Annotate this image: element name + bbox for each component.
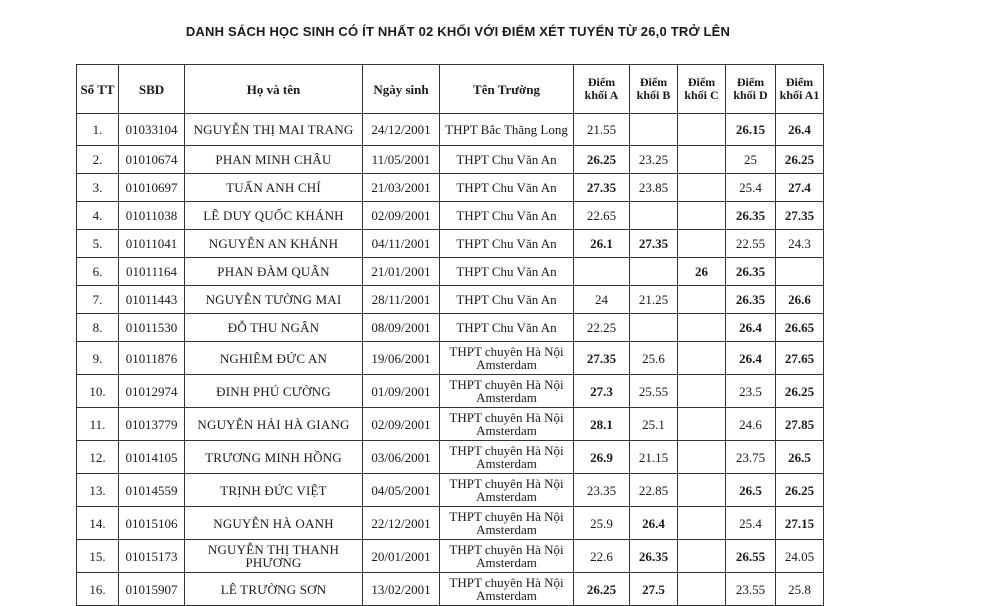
cell-b: 21.25 xyxy=(630,286,678,314)
cell-b: 23.85 xyxy=(630,174,678,202)
cell-name: NGUYỄN HÀ OANH xyxy=(185,507,363,540)
cell-b: 25.6 xyxy=(630,342,678,375)
cell-school: THPT chuyên Hà Nội Amsterdam xyxy=(440,441,574,474)
cell-school: THPT chuyên Hà Nội Amsterdam xyxy=(440,342,574,375)
cell-school: THPT Chu Văn An xyxy=(440,314,574,342)
cell-a1: 26.65 xyxy=(776,314,824,342)
cell-d: 23.55 xyxy=(726,573,776,606)
cell-d: 26.55 xyxy=(726,540,776,573)
cell-sbd: 01010674 xyxy=(119,146,185,174)
cell-dob: 13/02/2001 xyxy=(363,573,440,606)
cell-a: 27.3 xyxy=(574,375,630,408)
cell-a1: 27.35 xyxy=(776,202,824,230)
cell-a1: 26.25 xyxy=(776,146,824,174)
cell-sbd: 01011530 xyxy=(119,314,185,342)
cell-a1: 24.3 xyxy=(776,230,824,258)
cell-c xyxy=(678,146,726,174)
cell-school: THPT Chu Văn An xyxy=(440,258,574,286)
cell-sbd: 01015106 xyxy=(119,507,185,540)
cell-c xyxy=(678,174,726,202)
cell-a1 xyxy=(776,258,824,286)
cell-name: TRƯƠNG MINH HỒNG xyxy=(185,441,363,474)
cell-sbd: 01010697 xyxy=(119,174,185,202)
table-row xyxy=(77,258,824,286)
cell-name: PHAN MINH CHÂU xyxy=(185,146,363,174)
cell-sbd: 01015907 xyxy=(119,573,185,606)
table-row xyxy=(77,375,824,408)
cell-stt: 11. xyxy=(77,408,119,441)
cell-b: 22.85 xyxy=(630,474,678,507)
cell-sbd: 01011164 xyxy=(119,258,185,286)
cell-sbd: 01014559 xyxy=(119,474,185,507)
cell-a: 26.9 xyxy=(574,441,630,474)
cell-dob: 20/01/2001 xyxy=(363,540,440,573)
cell-a: 28.1 xyxy=(574,408,630,441)
cell-d: 26.4 xyxy=(726,314,776,342)
cell-stt: 4. xyxy=(77,202,119,230)
header-score-b: Điểm khối B xyxy=(630,65,678,114)
cell-b: 23.25 xyxy=(630,146,678,174)
cell-a: 27.35 xyxy=(574,174,630,202)
cell-c xyxy=(678,540,726,573)
cell-dob: 02/09/2001 xyxy=(363,202,440,230)
cell-a: 26.1 xyxy=(574,230,630,258)
header-sbd: SBD xyxy=(119,65,185,114)
cell-c xyxy=(678,408,726,441)
cell-d: 26.35 xyxy=(726,286,776,314)
cell-a: 21.55 xyxy=(574,114,630,146)
student-table xyxy=(76,64,824,606)
cell-a: 26.25 xyxy=(574,146,630,174)
cell-name: NGHIÊM ĐỨC AN xyxy=(185,342,363,375)
table-row xyxy=(77,507,824,540)
cell-sbd: 01013779 xyxy=(119,408,185,441)
cell-b xyxy=(630,258,678,286)
cell-a1: 26.4 xyxy=(776,114,824,146)
table-row xyxy=(77,230,824,258)
cell-sbd: 01011876 xyxy=(119,342,185,375)
cell-name: LÊ DUY QUỐC KHÁNH xyxy=(185,202,363,230)
cell-school: THPT Chu Văn An xyxy=(440,146,574,174)
table-row xyxy=(77,314,824,342)
cell-a: 22.65 xyxy=(574,202,630,230)
header-stt: Số TT xyxy=(77,65,119,114)
cell-c xyxy=(678,573,726,606)
cell-d: 26.15 xyxy=(726,114,776,146)
table-row xyxy=(77,408,824,441)
cell-stt: 8. xyxy=(77,314,119,342)
cell-c xyxy=(678,375,726,408)
cell-school: THPT Bắc Thăng Long xyxy=(440,114,574,146)
cell-dob: 22/12/2001 xyxy=(363,507,440,540)
cell-c xyxy=(678,474,726,507)
cell-dob: 21/03/2001 xyxy=(363,174,440,202)
cell-b: 26.35 xyxy=(630,540,678,573)
cell-dob: 28/11/2001 xyxy=(363,286,440,314)
table-row xyxy=(77,174,824,202)
cell-stt: 16. xyxy=(77,573,119,606)
cell-stt: 15. xyxy=(77,540,119,573)
table-row xyxy=(77,540,824,573)
table-row xyxy=(77,474,824,507)
cell-c xyxy=(678,507,726,540)
cell-name: ĐINH PHÚ CƯỜNG xyxy=(185,375,363,408)
cell-c xyxy=(678,286,726,314)
cell-b: 25.1 xyxy=(630,408,678,441)
cell-sbd: 01011038 xyxy=(119,202,185,230)
cell-name: PHAN ĐÀM QUÂN xyxy=(185,258,363,286)
cell-a1: 27.65 xyxy=(776,342,824,375)
cell-a: 25.9 xyxy=(574,507,630,540)
cell-d: 26.35 xyxy=(726,258,776,286)
cell-a xyxy=(574,258,630,286)
header-row xyxy=(77,65,824,114)
cell-b xyxy=(630,114,678,146)
cell-name: ĐỖ THU NGÂN xyxy=(185,314,363,342)
cell-dob: 02/09/2001 xyxy=(363,408,440,441)
cell-d: 25.4 xyxy=(726,174,776,202)
cell-school: THPT Chu Văn An xyxy=(440,174,574,202)
cell-stt: 3. xyxy=(77,174,119,202)
cell-d: 23.75 xyxy=(726,441,776,474)
cell-d: 26.35 xyxy=(726,202,776,230)
cell-dob: 04/11/2001 xyxy=(363,230,440,258)
cell-school: THPT chuyên Hà Nội Amsterdam xyxy=(440,408,574,441)
cell-stt: 13. xyxy=(77,474,119,507)
cell-a1: 27.85 xyxy=(776,408,824,441)
cell-b: 27.35 xyxy=(630,230,678,258)
table-row xyxy=(77,114,824,146)
header-score-a: Điểm khối A xyxy=(574,65,630,114)
cell-school: THPT Chu Văn An xyxy=(440,230,574,258)
cell-b: 27.5 xyxy=(630,573,678,606)
header-score-c: Điểm khối C xyxy=(678,65,726,114)
cell-c: 26 xyxy=(678,258,726,286)
cell-school: THPT Chu Văn An xyxy=(440,202,574,230)
cell-d: 25 xyxy=(726,146,776,174)
cell-d: 23.5 xyxy=(726,375,776,408)
cell-a1: 27.15 xyxy=(776,507,824,540)
cell-school: THPT chuyên Hà Nội Amsterdam xyxy=(440,375,574,408)
cell-a: 22.6 xyxy=(574,540,630,573)
cell-d: 26.4 xyxy=(726,342,776,375)
cell-dob: 19/06/2001 xyxy=(363,342,440,375)
cell-name: TUẤN ANH CHÍ xyxy=(185,174,363,202)
cell-a1: 26.25 xyxy=(776,375,824,408)
cell-dob: 24/12/2001 xyxy=(363,114,440,146)
table-row xyxy=(77,202,824,230)
cell-a: 23.35 xyxy=(574,474,630,507)
cell-stt: 14. xyxy=(77,507,119,540)
cell-stt: 6. xyxy=(77,258,119,286)
cell-name: NGUYỄN TƯỜNG MAI xyxy=(185,286,363,314)
header-dob: Ngày sinh xyxy=(363,65,440,114)
header-score-a1: Điểm khối A1 xyxy=(776,65,824,114)
cell-school: THPT Chu Văn An xyxy=(440,286,574,314)
cell-name: LÊ TRƯỜNG SƠN xyxy=(185,573,363,606)
cell-d: 24.6 xyxy=(726,408,776,441)
cell-school: THPT chuyên Hà Nội Amsterdam xyxy=(440,507,574,540)
cell-b: 26.4 xyxy=(630,507,678,540)
cell-school: THPT chuyên Hà Nội Amsterdam xyxy=(440,573,574,606)
cell-school: THPT chuyên Hà Nội Amsterdam xyxy=(440,474,574,507)
cell-b xyxy=(630,202,678,230)
cell-d: 22.55 xyxy=(726,230,776,258)
cell-a1: 24.05 xyxy=(776,540,824,573)
cell-stt: 1. xyxy=(77,114,119,146)
cell-d: 25.4 xyxy=(726,507,776,540)
cell-stt: 10. xyxy=(77,375,119,408)
cell-a: 26.25 xyxy=(574,573,630,606)
cell-c xyxy=(678,314,726,342)
table-row xyxy=(77,146,824,174)
cell-c xyxy=(678,230,726,258)
cell-dob: 03/06/2001 xyxy=(363,441,440,474)
table-row xyxy=(77,286,824,314)
document-title xyxy=(0,24,1000,39)
table-row xyxy=(77,573,824,606)
cell-a1: 26.5 xyxy=(776,441,824,474)
cell-sbd: 01015173 xyxy=(119,540,185,573)
title-text: DANH SÁCH HỌC SINH CÓ ÍT NHẤT 02 KHỐI VỚI ĐIỂM XÉT TUYỂN TỪ 26,0 TRỞ LÊN xyxy=(185,24,731,39)
cell-a: 22.25 xyxy=(574,314,630,342)
header-score-d: Điểm khối D xyxy=(726,65,776,114)
cell-b xyxy=(630,314,678,342)
cell-name: TRỊNH ĐỨC VIỆT xyxy=(185,474,363,507)
cell-d: 26.5 xyxy=(726,474,776,507)
cell-dob: 04/05/2001 xyxy=(363,474,440,507)
cell-a1: 27.4 xyxy=(776,174,824,202)
cell-sbd: 01033104 xyxy=(119,114,185,146)
table-row xyxy=(77,441,824,474)
cell-a1: 26.25 xyxy=(776,474,824,507)
cell-a: 27.35 xyxy=(574,342,630,375)
cell-name: NGUYỄN THỊ THANH PHƯƠNG xyxy=(185,540,363,573)
cell-school: THPT chuyên Hà Nội Amsterdam xyxy=(440,540,574,573)
cell-c xyxy=(678,441,726,474)
cell-a1: 25.8 xyxy=(776,573,824,606)
cell-dob: 11/05/2001 xyxy=(363,146,440,174)
cell-sbd: 01012974 xyxy=(119,375,185,408)
cell-name: NGUYỄN AN KHÁNH xyxy=(185,230,363,258)
cell-dob: 08/09/2001 xyxy=(363,314,440,342)
cell-name: NGUYỄN THỊ MAI TRANG xyxy=(185,114,363,146)
cell-sbd: 01011443 xyxy=(119,286,185,314)
cell-c xyxy=(678,342,726,375)
header-name: Họ và tên xyxy=(185,65,363,114)
cell-a1: 26.6 xyxy=(776,286,824,314)
table-row xyxy=(77,342,824,375)
header-school: Tên Trường xyxy=(440,65,574,114)
cell-stt: 5. xyxy=(77,230,119,258)
cell-name: NGUYỄN HẢI HÀ GIANG xyxy=(185,408,363,441)
cell-sbd: 01011041 xyxy=(119,230,185,258)
cell-c xyxy=(678,114,726,146)
cell-dob: 21/01/2001 xyxy=(363,258,440,286)
cell-a: 24 xyxy=(574,286,630,314)
cell-stt: 2. xyxy=(77,146,119,174)
cell-b: 21.15 xyxy=(630,441,678,474)
cell-stt: 12. xyxy=(77,441,119,474)
cell-c xyxy=(678,202,726,230)
cell-stt: 7. xyxy=(77,286,119,314)
cell-dob: 01/09/2001 xyxy=(363,375,440,408)
cell-stt: 9. xyxy=(77,342,119,375)
cell-b: 25.55 xyxy=(630,375,678,408)
cell-sbd: 01014105 xyxy=(119,441,185,474)
